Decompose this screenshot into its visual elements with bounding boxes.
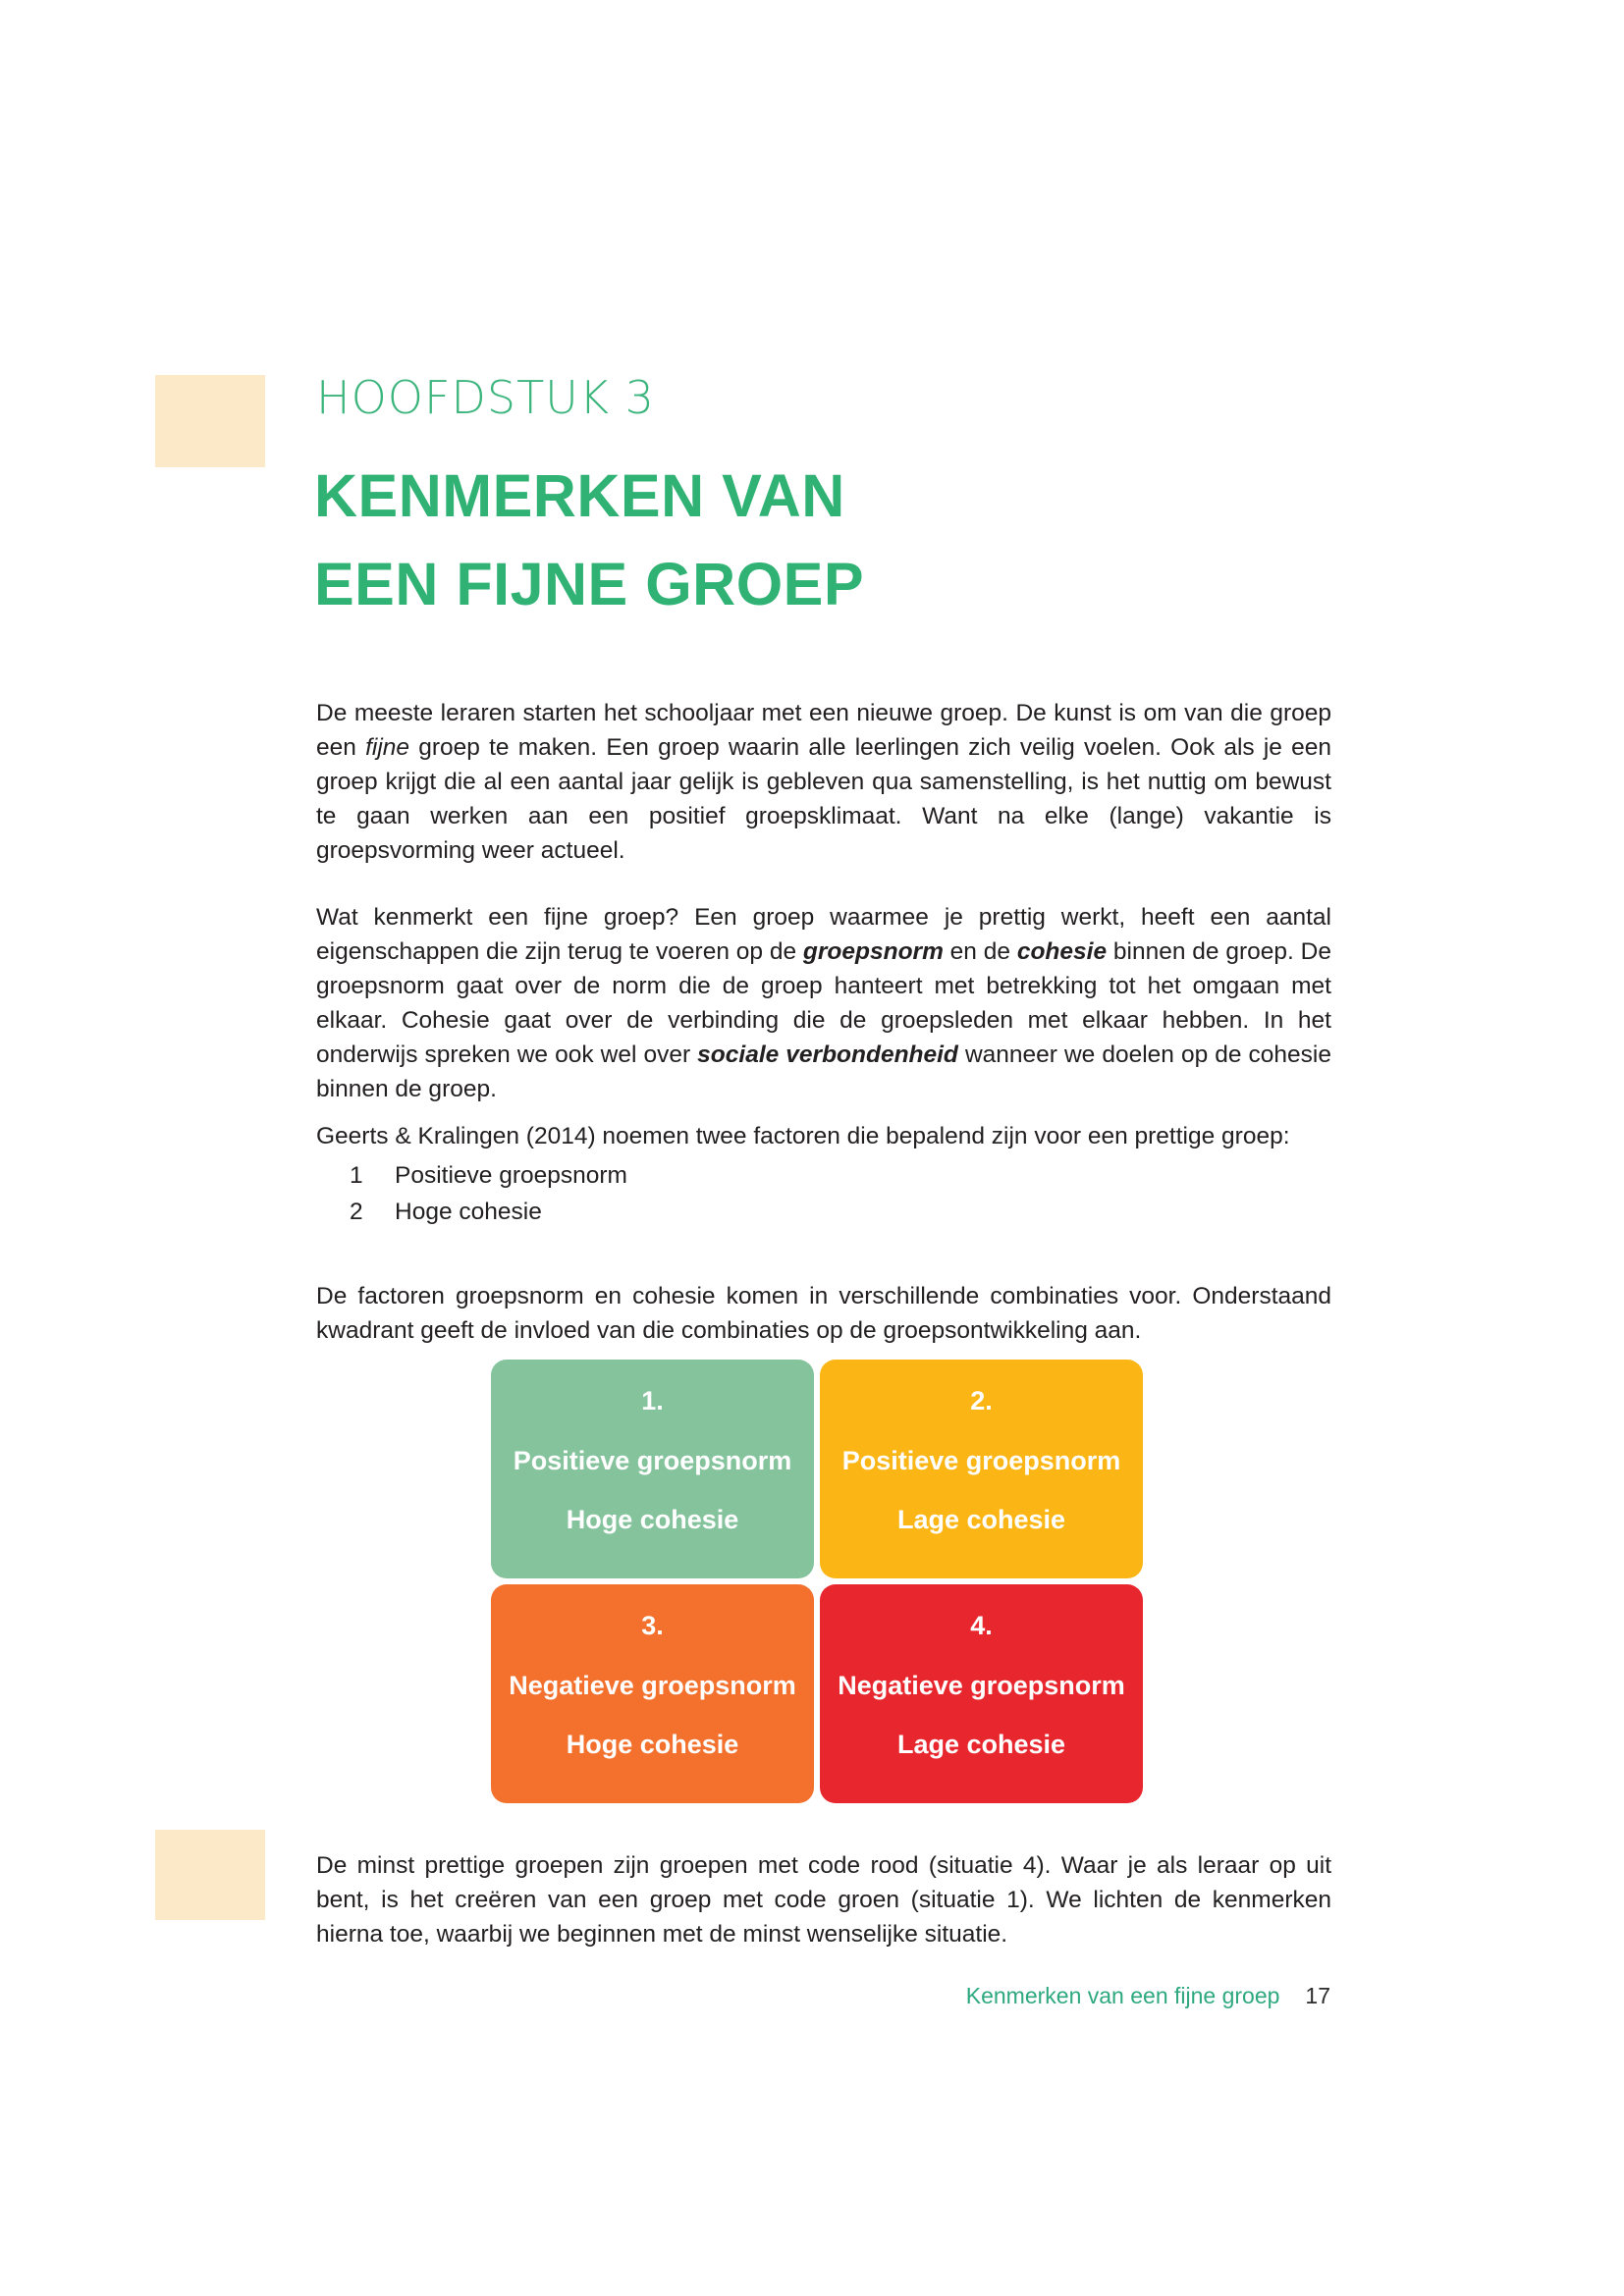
quadrant-cell-norm: Negatieve groepsnorm	[509, 1670, 796, 1700]
list-item-number: 1	[350, 1162, 363, 1189]
quadrant-cell-cohesion: Hoge cohesie	[566, 1505, 739, 1534]
quadrant-cell-norm: Positieve groepsnorm	[841, 1445, 1121, 1475]
text-segment: wanneer we doelen op de cohesie binnen de groep.	[316, 1041, 1331, 1102]
groepsnorm-cohesie-paragraph	[316, 900, 1331, 1106]
quadrant-diagram	[491, 1360, 1143, 1803]
page-title-line1: KENMERKEN VAN	[314, 462, 845, 529]
intro-paragraph	[316, 696, 1331, 868]
factors-intro: Geerts & Kralingen (2014) noemen twee factoren die bepalend zijn voor een prettige groep:	[316, 1123, 1290, 1149]
text-segment: Wat kenmerkt een fijne groep? Een groep waarmee je prettig werkt, heeft een aantal eigenschappen die zijn terug te voeren op de	[316, 903, 1331, 965]
text-segment: en de	[943, 937, 1017, 965]
text-segment-bold-italic: cohesie	[1016, 937, 1108, 965]
quadrant-cell-norm: Positieve groepsnorm	[513, 1445, 792, 1475]
quadrant-cell-number: 4.	[970, 1611, 993, 1640]
quadrant-cell-2	[820, 1360, 1143, 1578]
closing-paragraph: De minst prettige groepen zijn groepen met code rood (situatie 4). Waar je als leraar op uit bent, is het creëren van een groep met code groen (situatie 1). We lichten de kenmerken hierna toe, waarbij we beginnen met de minst wenselijke situatie.	[316, 1851, 1331, 1948]
combinations-paragraph: De factoren groepsnorm en cohesie komen in verschillende combinaties voor. Onderstaand kwadrant geeft de invloed van die combinaties op de groepsontwikkeling aan.	[316, 1282, 1331, 1344]
list-item-label: Hoge cohesie	[395, 1199, 542, 1225]
quadrant-cell-number: 2.	[970, 1386, 993, 1415]
quadrant-cell-number: 1.	[641, 1386, 664, 1415]
quadrant-cell-norm: Negatieve groepsnorm	[838, 1670, 1125, 1700]
quadrant-cell-4	[820, 1584, 1143, 1803]
list-item-label: Positieve groepsnorm	[395, 1162, 627, 1189]
running-title: Kenmerken van een fijne groep	[965, 1983, 1280, 2008]
text-segment-bold-italic: sociale verbondenheid	[697, 1041, 958, 1068]
quadrant-cell-cohesion: Lage cohesie	[896, 1505, 1066, 1534]
chapter-label: HOOFDSTUK 3	[316, 371, 655, 424]
decorative-square-top	[155, 375, 265, 467]
factors-list	[316, 1157, 1331, 1230]
decorative-square-bottom	[155, 1830, 265, 1920]
quadrant-cell-3	[491, 1584, 814, 1803]
text-segment-italic: fijne	[365, 733, 410, 761]
list-item	[316, 1157, 1331, 1194]
quadrant-cell-1	[491, 1360, 814, 1578]
text-segment: binnen de groep. De groepsnorm gaat over de norm die de groep hanteert met betrekking tot het omgaan met elkaar. Cohesie gaat over de verbinding die de groepsleden met elkaar hebben. In het onderwijs spreken we ook wel over	[316, 937, 1331, 1068]
quadrant-cell-number: 3.	[641, 1611, 664, 1640]
list-item	[316, 1194, 1331, 1230]
page-number: 17	[1305, 1983, 1330, 2008]
text-segment: De meeste leraren starten het schooljaar met een nieuwe groep. De kunst is om van die groep een	[316, 699, 1331, 761]
page-title-line2: EEN FIJNE GROEP	[314, 551, 865, 617]
list-item-number: 2	[350, 1199, 363, 1225]
factors-section	[316, 1119, 1331, 1230]
page-footer	[966, 1983, 1330, 2009]
page-title	[314, 452, 864, 628]
quadrant-cell-cohesion: Lage cohesie	[896, 1730, 1066, 1759]
text-segment-bold-italic: groepsnorm	[802, 937, 944, 965]
quadrant-cell-cohesion: Hoge cohesie	[566, 1730, 739, 1759]
text-segment: groep te maken. Een groep waarin alle leerlingen zich veilig voelen. Ook als je een groep krijgt die al een aantal jaar gelijk is gebleven qua samenstelling, is het nuttig om bewust te gaan werken aan een positief groepsklimaat. Want na elke (lange) vakantie is groepsvorming weer actueel.	[316, 733, 1331, 864]
